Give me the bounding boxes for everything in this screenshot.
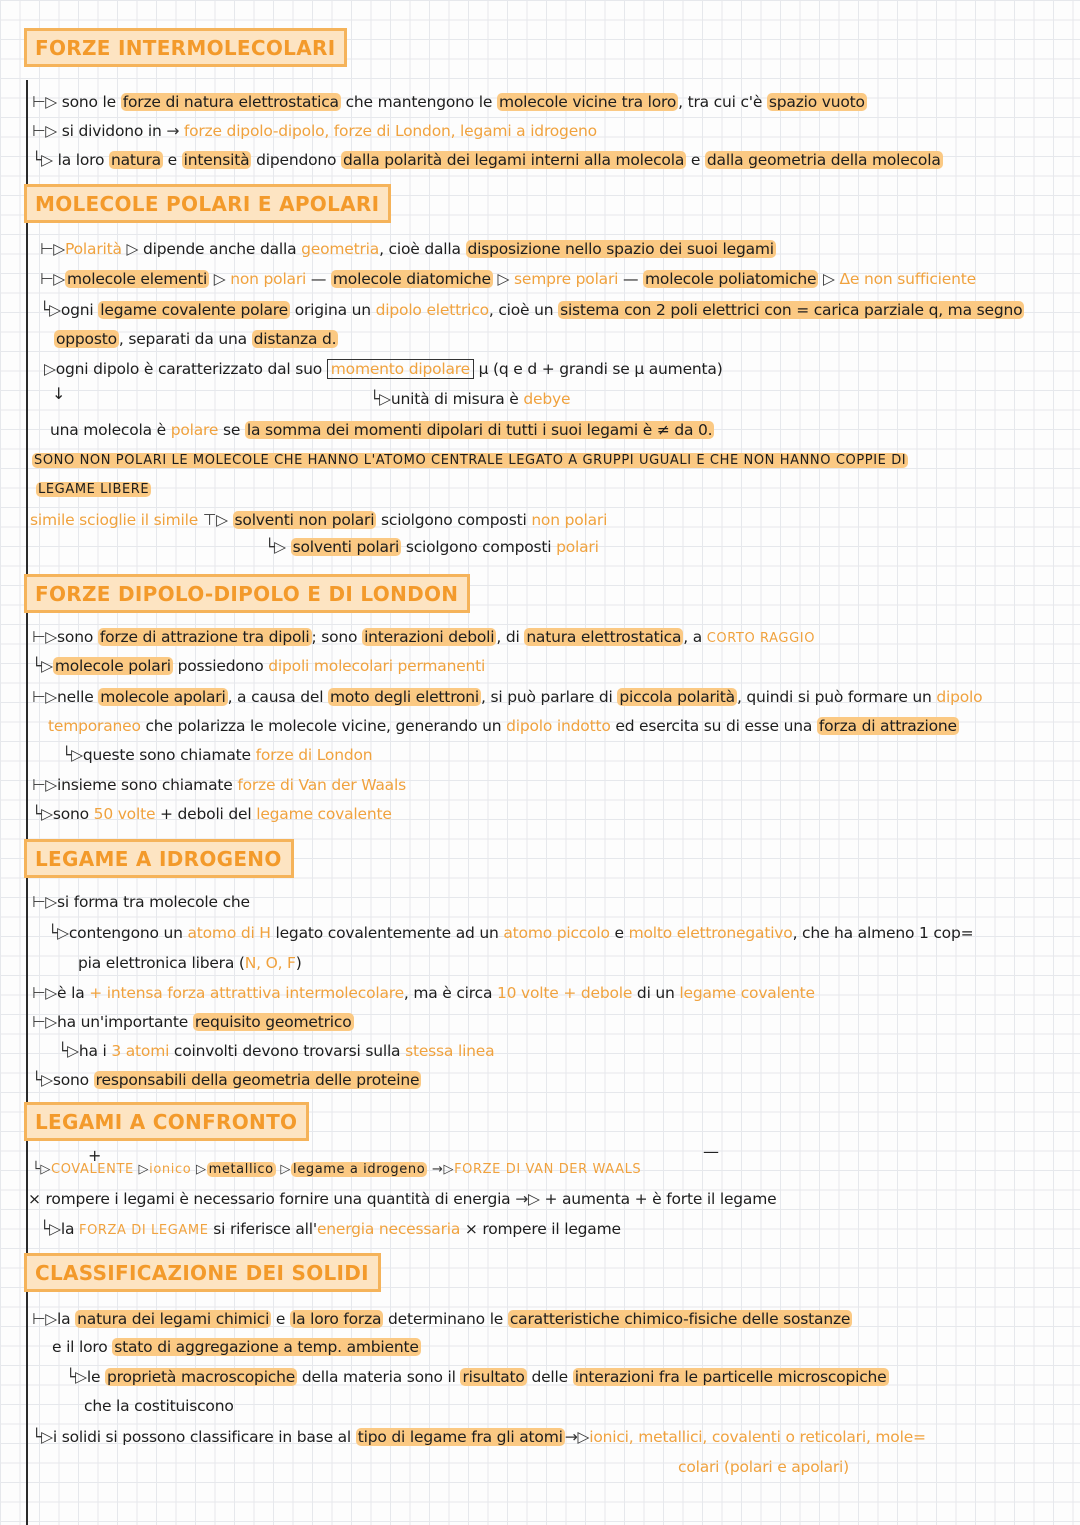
note-line: colari (polari e apolari) bbox=[678, 1458, 850, 1476]
note-line: ⊢▷ sono le forze di natura elettrostatica che mantengono le molecole vicine tra loro , tra cui c'è spazio vuoto bbox=[32, 93, 865, 111]
note-line: × rompere i legami è necessario fornire una quantità di energia →▷ + aumenta + è forte il legame bbox=[28, 1190, 777, 1208]
heading-forze-dipolo-london: FORZE DIPOLO-DIPOLO E DI LONDON bbox=[24, 574, 470, 613]
note-line: ⊢▷ molecole elementi ▷ non polari — molecole diatomiche ▷ sempre polari — molecole poliatomiche ▷ Δe non sufficiente bbox=[40, 270, 976, 288]
note-line: └▷sono 50 volte + deboli del legame covalente bbox=[32, 805, 392, 823]
note-line: └▷ha i 3 atomi coinvolti devono trovarsi sulla stessa linea bbox=[58, 1042, 495, 1060]
note-line: e il loro stato di aggregazione a temp. ambiente bbox=[52, 1338, 419, 1356]
note-line: simile scioglie il simile ⊤▷ solventi non polari sciolgono composti non polari bbox=[30, 511, 608, 529]
note-line: └▷ la loro natura e intensità dipendono dalla polarità dei legami interni alla molecola e dalla geometria della molecola bbox=[32, 151, 941, 169]
note-line: ⊢▷sono forze di attrazione tra dipoli ; sono interazioni deboli , di natura elettrostatica , a CORTO RAGGIO bbox=[32, 628, 816, 646]
heading-legame-idrogeno: LEGAME A IDROGENO bbox=[24, 839, 294, 878]
arrow-icon: ⊢▷ bbox=[32, 93, 58, 111]
note-line: └▷ molecole polari possiedono dipoli molecolari permanenti bbox=[32, 657, 486, 675]
note-line: ⊢▷la natura dei legami chimici e la loro forza determinano le caratteristiche chimico-fisiche delle sostanze bbox=[32, 1310, 851, 1328]
note-line: └▷sono responsabili della geometria delle proteine bbox=[32, 1071, 420, 1089]
note-line: └▷unità di misura è debye bbox=[370, 390, 571, 408]
heading-legami-confronto: LEGAMI A CONFRONTO bbox=[24, 1102, 309, 1141]
note-line: ⊢▷ si dividono in → forze dipolo-dipolo, forze di London, legami a idrogeno bbox=[32, 122, 597, 140]
note-line: ⊢▷insieme sono chiamate forze di Van der Waals bbox=[32, 776, 406, 794]
note-line: ⊢▷nelle molecole apolari , a causa del moto degli elettroni , si può parlare di piccola polarità , quindi si può formare un dipolo bbox=[32, 688, 983, 706]
note-line: └▷contengono un atomo di H legato covalentemente ad un atomo piccolo e molto elettronegativo, che ha almeno 1 cop= bbox=[48, 924, 974, 942]
note-line: └▷COVALENTE ▷ionico ▷ metallico ▷ legame a idrogeno →▷FORZE DI VAN DER WAALS bbox=[32, 1162, 642, 1177]
note-line: temporaneo che polarizza le molecole vicine, generando un dipolo indotto ed esercita su di esse una forza di attrazione bbox=[48, 717, 957, 735]
momento-dipolare-box: momento dipolare bbox=[327, 359, 474, 379]
down-arrow-icon: ↓ bbox=[52, 384, 66, 403]
note-line: └▷la FORZA DI LEGAME si riferisce all'energia necessaria × rompere il legame bbox=[40, 1220, 621, 1238]
note-line: ⊢▷Polarità ▷ dipende anche dalla geometria, cioè dalla disposizione nello spazio dei suoi legami bbox=[40, 240, 774, 258]
note-line: una molecola è polare se la somma dei momenti dipolari di tutti i suoi legami è ≠ da 0. bbox=[50, 421, 713, 439]
note-line: └▷ogni legame covalente polare origina un dipolo elettrico, cioè un sistema con 2 poli elettrici con = carica parziale q, ma segno bbox=[40, 301, 1023, 319]
note-line: └▷ solventi polari sciolgono composti polari bbox=[265, 538, 599, 556]
minus-mark: — bbox=[703, 1142, 719, 1161]
note-line: opposto , separati da una distanza d. bbox=[56, 330, 337, 348]
plus-mark: + bbox=[88, 1146, 102, 1165]
heading-classificazione-solidi: CLASSIFICAZIONE DEI SOLIDI bbox=[24, 1253, 381, 1292]
heading-molecole-polari-apolari: MOLECOLE POLARI E APOLARI bbox=[24, 184, 391, 223]
note-line: ⊢▷ha un'importante requisito geometrico bbox=[32, 1013, 352, 1031]
note-line: ⊢▷si forma tra molecole che bbox=[32, 893, 250, 911]
note-line: ▷ogni dipolo è caratterizzato dal suo momento dipolare μ (q e d + grandi se μ aumenta) bbox=[44, 360, 723, 378]
note-line: che la costituiscono bbox=[84, 1397, 234, 1415]
note-line: pia elettronica libera (N, O, F) bbox=[78, 954, 302, 972]
arrow-icon: └▷ bbox=[32, 151, 53, 169]
note-line: └▷le proprietà macroscopiche della materia sono il risultato delle interazioni fra le particelle microscopiche bbox=[66, 1368, 887, 1386]
note-line: LEGAME LIBERE bbox=[38, 482, 150, 497]
note-line: SONO NON POLARI LE MOLECOLE CHE HANNO L'ATOMO CENTRALE LEGATO A GRUPPI UGUALI E CHE NON HANNO COPPIE DI bbox=[34, 453, 907, 468]
note-line: └▷queste sono chiamate forze di London bbox=[62, 746, 373, 764]
note-line: └▷i solidi si possono classificare in base al tipo di legame fra gli atomi →▷ionici, metallici, covalenti o reticolari, mole= bbox=[32, 1428, 926, 1446]
note-line: ⊢▷è la + intensa forza attrattiva intermolecolare, ma è circa 10 volte + debole di un legame covalente bbox=[32, 984, 815, 1002]
margin-line bbox=[26, 80, 28, 1525]
heading-forze-intermolecolari: FORZE INTERMOLECOLARI bbox=[24, 28, 347, 67]
arrow-icon: ⊢▷ bbox=[32, 122, 58, 140]
